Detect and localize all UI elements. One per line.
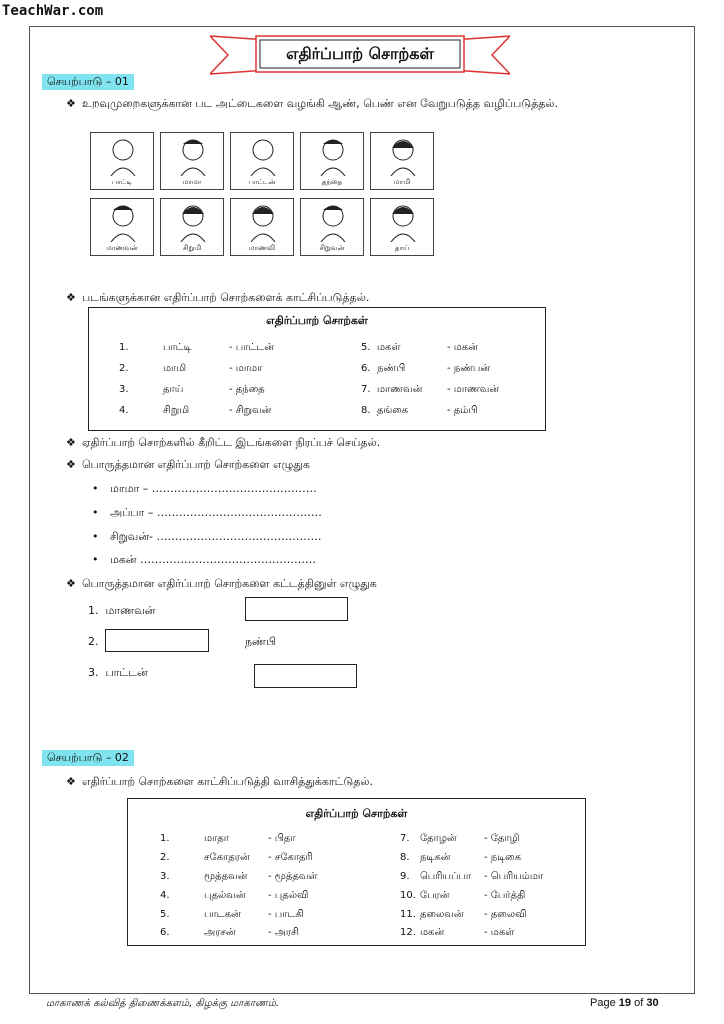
picture-card bbox=[300, 198, 364, 256]
diamond-bullet-icon: ❖ bbox=[66, 458, 76, 471]
dot-bullet-icon: • bbox=[92, 506, 99, 519]
diamond-bullet-icon: ❖ bbox=[66, 775, 76, 788]
boy-icon bbox=[317, 202, 349, 242]
box-item-1: 1. மாணவன் bbox=[88, 604, 156, 617]
diamond-bullet-icon: ❖ bbox=[66, 436, 76, 449]
dot-bullet-icon: • bbox=[92, 530, 99, 543]
girl-icon bbox=[177, 202, 209, 242]
bullet-text: பொருத்தமான எதிர்ப்பாற் சொற்களை கட்டத்தினுள் எழுதுக bbox=[82, 577, 377, 590]
bullet-text: படங்களுக்கான எதிர்ப்பாற் சொற்களைக் காட்சிப்படுத்தல். bbox=[82, 291, 370, 304]
activity-1-label: செயற்பாடு – 01 bbox=[42, 74, 134, 90]
card-caption: தாய் bbox=[394, 244, 410, 252]
picture-card bbox=[230, 132, 294, 190]
card-caption: பாட்டி bbox=[111, 178, 132, 186]
card-caption: மாணவன் bbox=[106, 244, 138, 252]
box-item-2-number: 2. bbox=[88, 635, 99, 648]
page-number: Page 19 of 30 bbox=[590, 997, 659, 1009]
activity-1-bullet-5 bbox=[66, 577, 377, 592]
mother-icon bbox=[387, 202, 419, 242]
fill-line-text: மாமா – ……………………………………… bbox=[110, 482, 317, 495]
box-item-2-text: நண்பி bbox=[245, 635, 277, 648]
box-title: எதிர்ப்பாற் சொற்கள் bbox=[266, 314, 368, 327]
opposite-words-box-2: எதிர்ப்பாற் சொற்கள் 1. மாதா - பிதா 2. சகோதரன் - சகோதரி 3. மூத்தவன் - மூத்தவள் 4. புதல்வன் - புதல்வி 5. பாடகன் - பாடகி 6. அரசன் - அரசி 7. தோழன் - தோழி 8. நடிகன் - நடிகை 9. பெரியப்பா - பெரியம்மா 10. பேரன் - பேர்த்தி 11. தலைவன் - தலைவி 12. மகன் - மகள் bbox=[127, 798, 586, 946]
answer-box-2[interactable] bbox=[105, 629, 209, 652]
dot-bullet-icon: • bbox=[92, 553, 99, 566]
fill-line bbox=[92, 553, 316, 568]
picture-card bbox=[90, 132, 154, 190]
fill-line bbox=[92, 482, 317, 497]
bullet-text: பொருத்தமான எதிர்ப்பாற் சொற்களை எழுதுக bbox=[82, 458, 310, 471]
card-caption: மாமா bbox=[182, 178, 202, 186]
activity-2-label: செயற்பாடு – 02 bbox=[42, 750, 134, 766]
activity-1-bullet-4 bbox=[66, 458, 310, 473]
diamond-bullet-icon: ❖ bbox=[66, 291, 76, 304]
picture-card bbox=[370, 132, 434, 190]
card-caption: சிறுமி bbox=[182, 244, 202, 252]
fill-line-text: அப்பா – ……………………………………… bbox=[110, 506, 322, 519]
answer-box-1[interactable] bbox=[245, 597, 348, 621]
aunt-icon bbox=[387, 136, 419, 176]
activity-1-bullet-1 bbox=[66, 97, 558, 112]
picture-card bbox=[90, 198, 154, 256]
grandfather-icon bbox=[247, 136, 279, 176]
picture-card bbox=[230, 198, 294, 256]
activity-1-bullet-3 bbox=[66, 436, 380, 451]
diamond-bullet-icon: ❖ bbox=[66, 577, 76, 590]
card-caption: மாணவி bbox=[248, 244, 276, 252]
father-icon bbox=[317, 136, 349, 176]
uncle-icon bbox=[177, 136, 209, 176]
answer-box-3[interactable] bbox=[254, 664, 357, 688]
watermark: TeachWar.com bbox=[2, 3, 104, 19]
box-title: எதிர்ப்பாற் சொற்கள் bbox=[305, 807, 408, 820]
opposite-words-box-1: எதிர்ப்பாற் சொற்கள் 1. பாட்டி - பாட்டன் 2. மாமி - மாமா 3. தாய் - தந்தை 4. சிறுமி - சிறுவன் 5. மகள் - மகன் 6. நண்பி - நண்பன் 7. மாணவன் - மாணவன் 8. தங்கை - தம்பி bbox=[88, 307, 546, 431]
picture-card bbox=[160, 198, 224, 256]
box-item-3: 3. பாட்டன் bbox=[88, 666, 148, 679]
picture-card bbox=[160, 132, 224, 190]
card-caption: பாட்டன் bbox=[248, 178, 276, 186]
card-caption: தந்தை bbox=[321, 178, 343, 186]
activity-2-bullet-1 bbox=[66, 775, 373, 790]
fill-line-text: சிறுவன்- ……………………………………… bbox=[110, 530, 322, 543]
picture-card bbox=[370, 198, 434, 256]
card-caption: சிறுவன் bbox=[319, 244, 345, 252]
grandmother-icon bbox=[107, 136, 139, 176]
bullet-text: எதிர்ப்பாற் சொற்களை காட்சிப்படுத்தி வாசித்துக்காட்டுதல். bbox=[82, 775, 373, 788]
schoolgirl-icon bbox=[247, 202, 279, 242]
footer-department: மாகாணக் கல்வித் திணைக்களம், கிழக்கு மாகாணம். bbox=[46, 998, 280, 1009]
fill-line-text: மகன் ………………………………………… bbox=[110, 553, 317, 566]
bullet-text: உறவுமுறைகளுக்கான பட அட்டைகளை வழங்கி ஆண், பெண் என வேறுபடுத்த வழிப்படுத்தல். bbox=[82, 97, 559, 110]
schoolboy-icon bbox=[107, 202, 139, 242]
picture-card bbox=[300, 132, 364, 190]
dot-bullet-icon: • bbox=[92, 482, 99, 495]
diamond-bullet-icon: ❖ bbox=[66, 97, 76, 110]
page-title: எதிர்ப்பாற் சொற்கள் bbox=[286, 44, 434, 63]
fill-line bbox=[92, 530, 321, 545]
bullet-text: ஏதிர்ப்பாற் சொற்களில் கீறிட்ட இடங்களை நிரப்பச் செய்தல். bbox=[82, 436, 381, 449]
fill-line bbox=[92, 506, 322, 521]
activity-1-bullet-2 bbox=[66, 291, 369, 306]
card-caption: மாமி bbox=[393, 178, 411, 186]
